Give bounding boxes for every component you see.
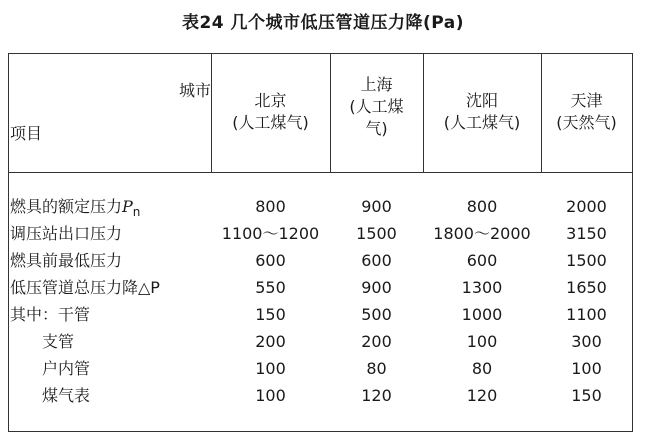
cell-tianjin: 1650	[566, 278, 607, 297]
cell-beijing: 550	[255, 278, 286, 297]
corner-header-city: 城市	[178, 81, 211, 100]
cell-tianjin: 100	[571, 359, 602, 378]
cell-beijing: 100	[255, 359, 286, 378]
column-header-gas-type: (人工煤气)	[443, 113, 521, 132]
cell-shanghai: 900	[361, 197, 392, 216]
cell-beijing: 800	[255, 197, 286, 216]
column-header-gas-type: (天然气)	[556, 113, 617, 132]
cell-tianjin: 3150	[566, 224, 607, 243]
column-header-shenyang	[423, 90, 541, 134]
corner-header-item: 项目	[10, 124, 43, 143]
cell-shanghai: 900	[361, 278, 392, 297]
column-header-city: 沈阳	[465, 91, 498, 110]
pressure-table	[8, 53, 633, 432]
table-title: 表24 几个城市低压管道压力降(Pa)	[181, 13, 465, 33]
row-label: 燃具前最低压力	[10, 251, 123, 270]
cell-tianjin: 1100	[566, 305, 607, 324]
cell-shanghai: 80	[366, 359, 387, 378]
column-header-gas-type: (人工煤气)	[232, 113, 309, 132]
cell-beijing: 1100～1200	[221, 224, 320, 243]
table-row	[9, 329, 632, 355]
cell-shanghai: 500	[361, 305, 392, 324]
cell-beijing: 100	[255, 386, 286, 405]
column-header-city: 上海	[360, 75, 393, 94]
cell-shanghai: 200	[361, 332, 392, 351]
row-label: 支管	[42, 332, 75, 351]
cell-tianjin: 150	[571, 386, 602, 405]
column-header-city: 北京	[254, 91, 287, 110]
table-row	[9, 221, 632, 247]
cell-beijing: 200	[255, 332, 286, 351]
cell-tianjin: 1500	[566, 251, 607, 270]
column-header-gas-type-cont: 气)	[365, 119, 388, 138]
column-header-tianjin	[541, 90, 632, 134]
table-row	[9, 275, 632, 301]
cell-shenyang: 1800～2000	[433, 224, 531, 243]
table-row	[9, 383, 632, 409]
table-row	[9, 194, 632, 220]
table-row	[9, 356, 632, 382]
column-header-shanghai	[330, 74, 423, 140]
cell-shanghai: 600	[361, 251, 392, 270]
cell-shenyang: 800	[466, 197, 498, 216]
cell-shenyang: 600	[466, 251, 498, 270]
cell-beijing: 600	[255, 251, 286, 270]
header-bottom-border	[9, 172, 632, 173]
row-label: 户内管	[42, 359, 91, 378]
cell-shanghai: 1500	[356, 224, 397, 243]
row-label: 煤气表	[42, 386, 91, 405]
cell-shanghai: 120	[361, 386, 392, 405]
cell-tianjin: 2000	[566, 197, 607, 216]
cell-shenyang: 80	[471, 359, 493, 378]
cell-shenyang: 100	[466, 332, 498, 351]
cell-shenyang: 120	[466, 386, 498, 405]
row-label: 燃具的额定压力$P_n$	[10, 197, 141, 220]
cell-shenyang: 1000	[461, 305, 503, 324]
column-header-gas-type: (人工煤	[349, 97, 404, 116]
cell-beijing: 150	[255, 305, 286, 324]
cell-shenyang: 1300	[461, 278, 503, 297]
column-header-city: 天津	[570, 91, 603, 110]
table-row	[9, 302, 632, 328]
row-label: 其中：干管	[10, 305, 91, 324]
cell-tianjin: 300	[571, 332, 602, 351]
column-header-beijing	[211, 90, 330, 134]
table-row	[9, 248, 632, 274]
row-label: 调压站出口压力	[10, 224, 123, 243]
row-label: 低压管道总压力降△P	[10, 278, 160, 297]
